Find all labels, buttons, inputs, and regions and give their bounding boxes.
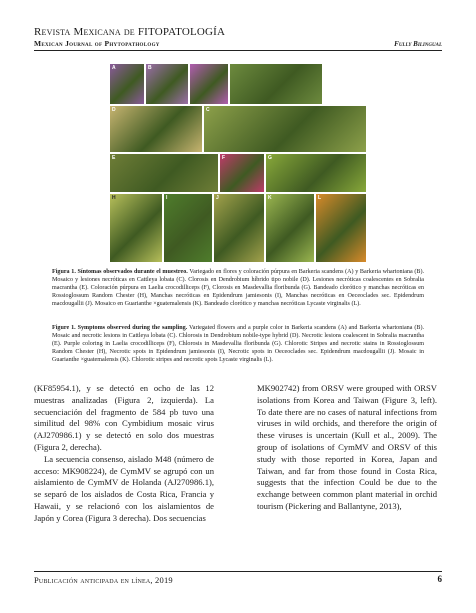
panel-label: B	[148, 65, 152, 71]
publication-note: Publicación anticipada en línea, 2019	[34, 575, 173, 585]
photo-panel-c	[204, 106, 366, 152]
page-number: 6	[437, 574, 442, 584]
caption-body: Variegated flowers and a purple color in Barkeria scandens (A) and Barkeria whartoniana (B). Mosaic and necrotic lesions in Cattleya lobata (C). Chlorosis in Dendrobium nobile-type hybrid (D). Necrotic lesions coalescent in Sobralia macrantha (E). Purple coloring in Laelia crocodilliceps (F), Chlorosis in Masdevallia floribunda (G). Chlorotic Stripes and necrotic stains in Rossioglossum Random Chester (H), Necrotic spots in Epidendrum jamiesonis (I), Necrotic spots in Oeceoclades sec. Epidendrum macdougallii (J). Mosaic in Guarianthe ×guatemalensis (K). Chlorotic stripes and necrotic spots Lycaste virginalis (L).	[52, 325, 424, 363]
paragraph: La secuencia consenso, aislado M48 (número de acceso: MK908224), de CymMV se agrupó con un aislamiento de CymMV de Holanda (AJ270986.1), se separó de los aislados de Costa Rica, Francia y Hawaii, y se relacionó con los aislamientos de Japón y Corea (Figura 3 derecha). Dos secuencias	[34, 453, 214, 523]
panel-label: G	[268, 155, 272, 161]
panel-label: F	[222, 155, 226, 161]
panel-label: J	[216, 195, 219, 201]
body-column-spanish	[34, 383, 214, 525]
panel-label: K	[268, 195, 272, 201]
header-divider	[34, 50, 442, 51]
panel-label: I	[166, 195, 168, 201]
photo-panel-e	[110, 154, 218, 192]
journal-title: Revista Mexicana de FITOPATOLOGÍA	[34, 26, 226, 38]
figure-caption-english	[52, 324, 424, 364]
photo-panel-b-detail	[190, 64, 228, 104]
panel-label: L	[318, 195, 322, 201]
caption-lead: Figure 1. Symptoms observed during the sampling.	[52, 325, 188, 331]
panel-label: D	[112, 107, 116, 113]
photo-panel-b	[146, 64, 188, 104]
edition-label: Fully Bilingual	[394, 40, 442, 48]
photo-panel-f	[220, 154, 264, 192]
photo-panel-a	[110, 64, 144, 104]
panel-label: C	[206, 107, 210, 113]
paragraph: (KF85954.1), y se detectó en ocho de las 12 muestras analizadas (Figura 2, izquierda). La secuenciación del fragmento de 584 pb tuvo una similitud del 98% con Cymbidium mosaic virus (AJ270986.1) y se detectó en solo dos muestras (Figura 2, derecha).	[34, 383, 214, 452]
body-column-english	[257, 383, 437, 513]
photo-panel-j	[214, 194, 264, 262]
footer-divider	[34, 571, 442, 572]
photo-panel-i	[164, 194, 212, 262]
photo-panel-h	[110, 194, 162, 262]
photo-panel-d	[110, 106, 202, 152]
photo-panel-g	[266, 154, 366, 192]
paragraph: MK902742) from ORSV were grouped with ORSV isolations from Korea and Taiwan (Figure 3, left). To date there are no cases of natural infections from viruses in wild orchids, and therefore the origin of these viruses is uncertain (Kull et al., 2009). The group of isolations of CymMV and ORSV of this study with those reported in Korea, Japan and Taiwan, and far from those found in Costa Rica, suggests that the infection Could be due to the exchange between common plant material in orchid tourism (Pickering and Ballantyne, 2013),	[257, 383, 437, 511]
panel-label: E	[112, 155, 116, 161]
photo-panel-l	[316, 194, 366, 262]
photo-panel-c-top	[230, 64, 322, 104]
journal-subtitle: Mexican Journal of Phytopathology	[34, 39, 160, 48]
panel-label: H	[112, 195, 116, 201]
figure-caption-spanish	[52, 268, 424, 308]
caption-lead: Figura 1. Síntomas observados durante el muestreo.	[52, 269, 188, 275]
photo-panel-k	[266, 194, 314, 262]
figure-1-photo-grid	[110, 64, 366, 262]
panel-label: A	[112, 65, 116, 71]
caption-body: Variegado en flores y coloración púrpura en Barkeria scandens (A) y Barkeria whartoniana (B). Mosaico y lesiones necróticas en Cattleya lobata (C). Clorosis en Dendrobium híbrido tipo nobile (D). Lesiones necróticas coalescentes en Sobralia macrantha (E). Coloración púrpura en Laelia crocodilliceps (F), Clorosis en Masdevallia floribunda (G). Bandeado clorótico y manchas necróticas en Rossioglossum Random Chester (H), Manchas necróticas en Epidendrum jamiesonis (I), Manchas necróticas en Oeceoclades sec. Epidendrum macdougallii (J). Mosaico en Guarianthe ×guatemalensis (K). Bandeado clorótico y manchas necróticas Lycaste virginalis (L).	[52, 269, 425, 307]
